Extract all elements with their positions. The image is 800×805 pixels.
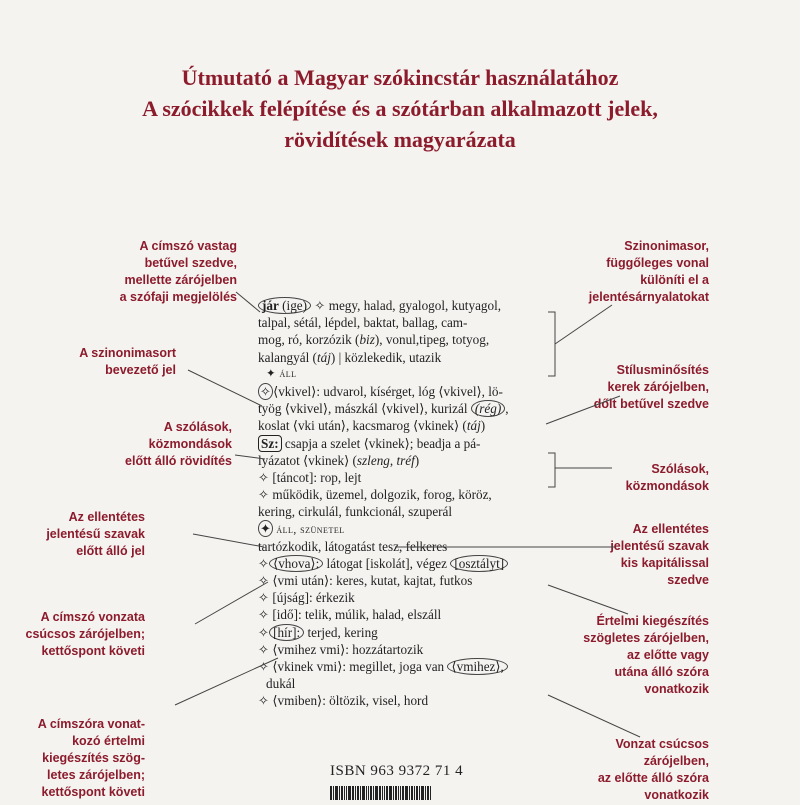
idiom-abbrev-box: Sz: bbox=[258, 435, 282, 452]
entry-text: ) | közlekedik, utazik bbox=[330, 349, 442, 365]
entry-line bbox=[258, 383, 558, 400]
left-annotation-valency: A címszó vonzata csúcsos zárójelben; kettőspont követi bbox=[25, 610, 145, 658]
entry-line: ✧ [táncot]: rop, lejt bbox=[258, 469, 362, 485]
leader-line bbox=[548, 695, 640, 737]
entry-text: ), vonul,tipeg, totyog, bbox=[374, 332, 490, 348]
leader-line bbox=[193, 534, 264, 547]
entry-line bbox=[258, 349, 558, 366]
style-label: táj bbox=[316, 349, 331, 365]
complement-oval: [osztályt] bbox=[450, 555, 508, 572]
right-annotation-style-label: Stílusminősítés kerek zárójelben, dőlt betűvel szedve bbox=[593, 363, 709, 411]
antonym-words: áll, szünetel bbox=[276, 524, 345, 537]
entry-line bbox=[258, 555, 558, 572]
left-annotation-synonym-mark: A szinonimasort bevezető jel bbox=[79, 346, 176, 377]
right-annotation-valency: Vonzat csúcsos zárójelben, az előtte álló szóra vonatkozik bbox=[597, 737, 709, 802]
entry-text: ✧ ⟨vkinek vmi⟩: megillet, joga van bbox=[258, 658, 448, 674]
entry-text: ⟨vkivel⟩: udvarol, kísérget, lóg ⟨vkivel⟩, lö- bbox=[273, 383, 503, 399]
entry-line bbox=[258, 624, 558, 641]
left-annotation-headword: A címszó vastag betűvel szedve, mellette zárójelben a szófaji megjelölés bbox=[119, 239, 237, 304]
entry-text: ✧ bbox=[258, 624, 270, 640]
entry-text: kalangyál ( bbox=[258, 349, 317, 365]
entry-text: ✧ megy, halad, gyalogol, kutyagol, bbox=[311, 298, 502, 313]
headword-complement-oval: [hír]: bbox=[269, 624, 304, 641]
entry-line bbox=[258, 435, 558, 452]
entry-line bbox=[258, 452, 558, 469]
entry-text: koslat ⟨vki után⟩, kacsmarog ⟨vkinek⟩ ( bbox=[258, 418, 467, 434]
entry-line: ✧ [idő]: telik, múlik, halad, elszáll bbox=[258, 607, 442, 623]
entry-line bbox=[258, 331, 558, 348]
entry-line: tartózkodik, látogatást tesz, felkeres bbox=[258, 538, 448, 554]
part-of-speech: (ige) bbox=[282, 298, 308, 313]
entry-text: lyázatot ⟨vkinek⟩ ( bbox=[258, 452, 357, 468]
entry-text: ✧ bbox=[258, 555, 270, 571]
entry-line: ✧ ⟨vmihez vmi⟩: hozzátartozik bbox=[258, 641, 424, 657]
isbn: ISBN 963 9372 71 4 bbox=[330, 763, 464, 779]
headword-oval bbox=[258, 297, 311, 314]
entry-line bbox=[258, 297, 558, 314]
title-line-2: A szócikkek felépítése és a szótárban alkalmazott jelek, bbox=[142, 96, 658, 121]
entry-text: látogat [iskolát], végez bbox=[323, 555, 451, 571]
entry-line: ✧ ⟨vmiben⟩: öltözik, visel, hord bbox=[258, 693, 429, 709]
right-annotation-idioms: Szólások, közmondások bbox=[625, 462, 709, 493]
headword: jár bbox=[262, 298, 279, 313]
entry-line bbox=[258, 658, 558, 675]
entry-line bbox=[258, 520, 558, 537]
style-label: szleng bbox=[356, 452, 390, 468]
leader-line bbox=[236, 292, 260, 312]
dictionary-entry bbox=[258, 297, 558, 710]
leader-line bbox=[188, 370, 262, 406]
right-annotation-antonyms: Az ellentétes jelentésű szavak kis kapitálissal szedve bbox=[610, 522, 709, 587]
right-annotation-semantic-complement: Értelmi kiegészítés szögletes zárójelben, az előtte vagy utána álló szóra vonatkozik bbox=[583, 614, 709, 696]
entry-line: ✧ ⟨vmi után⟩: keres, kutat, kajtat, futkos bbox=[258, 573, 473, 588]
leader-line bbox=[555, 305, 612, 344]
title-line-1: Útmutató a Magyar szókincstár használatához bbox=[181, 65, 619, 90]
valency-oval: ⟨vmihez⟩, bbox=[447, 658, 507, 675]
entry-text: ) bbox=[480, 418, 486, 434]
antonym-line: ✦ áll bbox=[266, 367, 297, 380]
style-label: biz bbox=[359, 332, 375, 348]
entry-text: , bbox=[389, 452, 397, 468]
entry-line bbox=[258, 417, 558, 434]
valency-oval: ⟨vhova⟩: bbox=[269, 555, 323, 572]
entry-line: ✧ működik, üzemel, dolgozik, forog, köröz, bbox=[258, 487, 492, 503]
leader-line bbox=[548, 585, 628, 614]
antonym-mark-oval: ✦ bbox=[260, 521, 272, 537]
entry-text: työg ⟨vkivel⟩, mászkál ⟨vkivel⟩, kurizál bbox=[258, 401, 471, 417]
entry-text: , bbox=[505, 401, 509, 417]
style-label-oval: (rég) bbox=[471, 400, 505, 417]
barcode bbox=[330, 786, 480, 800]
left-annotation-idiom-abbrev: A szólások, közmondások előtt álló rövidítés bbox=[125, 420, 232, 468]
entry-text: ) bbox=[414, 452, 420, 468]
entry-text: mog, ró, korzózik ( bbox=[258, 332, 360, 348]
synonym-mark-oval: ✧ bbox=[260, 383, 272, 399]
title-line-3: rövidítések magyarázata bbox=[284, 127, 516, 152]
left-annotation-headword-complement: A címszóra vonat- kozó értelmi kiegészítés szög- letes zárójelben; kettőspont követi bbox=[37, 717, 145, 799]
style-label: tréf bbox=[396, 452, 415, 468]
entry-line: ✧ [újság]: érkezik bbox=[258, 590, 355, 606]
entry-line: kering, cirkulál, funkcionál, szuperál bbox=[258, 504, 453, 520]
entry-line bbox=[258, 400, 558, 417]
entry-line: dukál bbox=[266, 676, 296, 692]
left-annotation-antonym-mark: Az ellentétes jelentésű szavak előtt álló jel bbox=[46, 510, 145, 558]
style-label: táj bbox=[466, 418, 481, 434]
right-annotation-synonym-series: Szinonimasor, függőleges vonal különíti el a jelentésárnyalatokat bbox=[588, 239, 709, 304]
entry-text: terjed, kering bbox=[304, 624, 378, 640]
entry-text: csapja a szelet ⟨vkinek⟩; beadja a pá- bbox=[281, 435, 481, 451]
entry-line: talpal, sétál, lépdel, baktat, ballag, cam- bbox=[258, 315, 468, 331]
